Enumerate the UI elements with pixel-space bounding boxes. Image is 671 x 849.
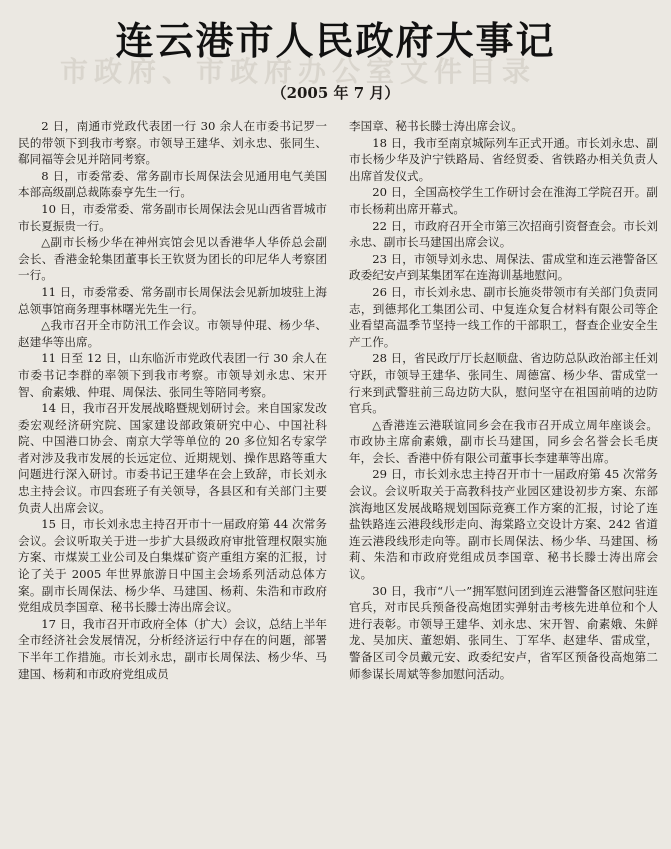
event-entry: 30 日，我市“八一”拥军慰问团到连云港警备区慰问驻连官兵，对市民兵预备役高炮团实弹射击考核先进单位和个人进行表彰。市领导王建华、刘永忠、宋开智、俞素娥、朱鲜龙、吴加庆、董恕娟、张同生、丁军华、赵建华、雷成堂，警备区司令员戴元安、政委纪安卢，省军区预备役高炮第二师参谋长周斌等参加慰问活动。 — [349, 583, 658, 681]
page-title: 连云港市人民政府大事记 — [115, 19, 556, 63]
left-column — [18, 118, 327, 846]
event-entry-continuation: 李国章、秘书长滕士涛出席会议。 — [349, 119, 523, 133]
event-entry: 11 日至 12 日，山东临沂市党政代表团一行 30 余人在市委书记李群的率领下到我市考察。市领导刘永忠、宋开智、俞素娥、仲琨、周保法、张同生等陪同考察。 — [18, 351, 327, 399]
page-date: （2005 年 7 月） — [271, 84, 400, 102]
event-entry: 2 日，南通市党政代表团一行 30 余人在市委书记罗一民的带领下到我市考察。市领导王建华、刘永忠、张同生、郗同福等会见并陪同考察。 — [18, 119, 327, 167]
event-entry: 17 日，我市召开市政府全体（扩大）会议，总结上半年全市经济社会发展情况，分析经济运行中存在的问题，部署下半年工作措施。市长刘永忠，副市长周保法、杨少华、马建国、杨莉和市政府党组成员 — [18, 616, 327, 681]
event-entry: 14 日，我市召开发展战略暨规划研讨会。来自国家发改委宏观经济研究院、国家建设部政策研究中心、中国社科院、中国港口协会、南京大学等单位的 20 多位知名专家学者对涉及我市发展的长远定位、近期规划、操作思路等重大问题进行深入研讨。市委书记王建华在会上致辞，市长刘永忠主持会议。市四套班子有关领导，各县区和有关部门主要负责人出席会议。 — [18, 401, 327, 515]
event-entry: 11 日，市委常委、常务副市长周保法会见新加坡驻上海总领事馆商务理事林曙光先生一行。 — [18, 284, 327, 316]
event-entry: 22 日，市政府召开全市第三次招商引资督查会。市长刘永忠、副市长马建国出席会议。 — [349, 218, 658, 250]
event-entry: △香港连云港联谊同乡会在我市召开成立周年座谈会。市政协主席俞素娥，副市长马建国，同乡会名誉会长毛庚年，会长、香港中侨有限公司董事长李建華等出席。 — [349, 417, 658, 465]
event-entry: 10 日，市委常委、常务副市长周保法会见山西省晋城市市长夏振贵一行。 — [18, 201, 327, 233]
event-entry: 28 日，省民政厅厅长赵顺盘、省边防总队政治部主任刘守跃，市领导王建华、张同生、周德富、杨少华、雷成堂一行来到武警驻前三岛边防大队，慰问坚守在祖国前哨的边防官兵。 — [349, 351, 658, 416]
right-column — [349, 118, 658, 846]
background-watermark-text: 市政府、市政府办公室文件目录 — [60, 55, 537, 88]
event-entry: 15 日，市长刘永忠主持召开市十一届政府第 44 次常务会议。会议听取关于进一步扩大县级政府审批管理权限实施方案、市煤炭工业公司及白集煤矿资产重组方案的汇报，讨论了关于 2005 年世界旅游日中国主会场系列活动总体方案。副市长周保法、杨少华、马建国、杨莉、朱浩和市政府党组成员李国章、秘书长滕士涛出席会议。 — [18, 517, 327, 615]
event-entry: 29 日，市长刘永忠主持召开市十一届政府第 45 次常务会议。会议听取关于高教科技产业园区建设初步方案、东部滨海地区发展战略规划国际竞赛工作方案的汇报，讨论了连盐铁路连云港段线形走向、海棠路立交设计方案、242 省道连云港段线形走向等。副市长周保法、杨少华、马建国、杨莉、朱浩和市政府党组成员李国章、秘书长滕士涛出席会议。 — [349, 467, 658, 582]
event-entry: 18 日，我市至南京城际列车正式开通。市长刘永忠、副市长杨少华及沪宁铁路局、省经贸委、省铁路办相关负责人出席首发仪式。 — [349, 135, 658, 183]
article-body — [18, 118, 658, 846]
event-entry: △副市长杨少华在神州宾馆会见以香港华人华侨总会副会长、香港金轮集团董事长王钦贤为团长的印尼华人考察团一行。 — [18, 235, 327, 283]
event-entry: 23 日，市领导刘永忠、周保法、雷成堂和连云港警备区政委纪安卢到某集团军在连海训基地慰问。 — [349, 251, 658, 283]
event-entry: △我市召开全市防汛工作会议。市领导仲琨、杨少华、赵建华等出席。 — [18, 318, 327, 349]
event-entry: 20 日，全国高校学生工作研讨会在淮海工学院召开。副市长杨莉出席开幕式。 — [349, 185, 658, 216]
event-entry: 26 日，市长刘永忠、副市长施炎带领市有关部门负责同志，到德邦化工集团公司、中复连众复合材料有限公司等企业看望高温季节坚持一线工作的干部职工，督查企业安全生产工作。 — [349, 284, 658, 349]
event-entry: 8 日，市委常委、常务副市长周保法会见通用电气美国本部高级副总裁陈泰亨先生一行。 — [18, 168, 327, 200]
